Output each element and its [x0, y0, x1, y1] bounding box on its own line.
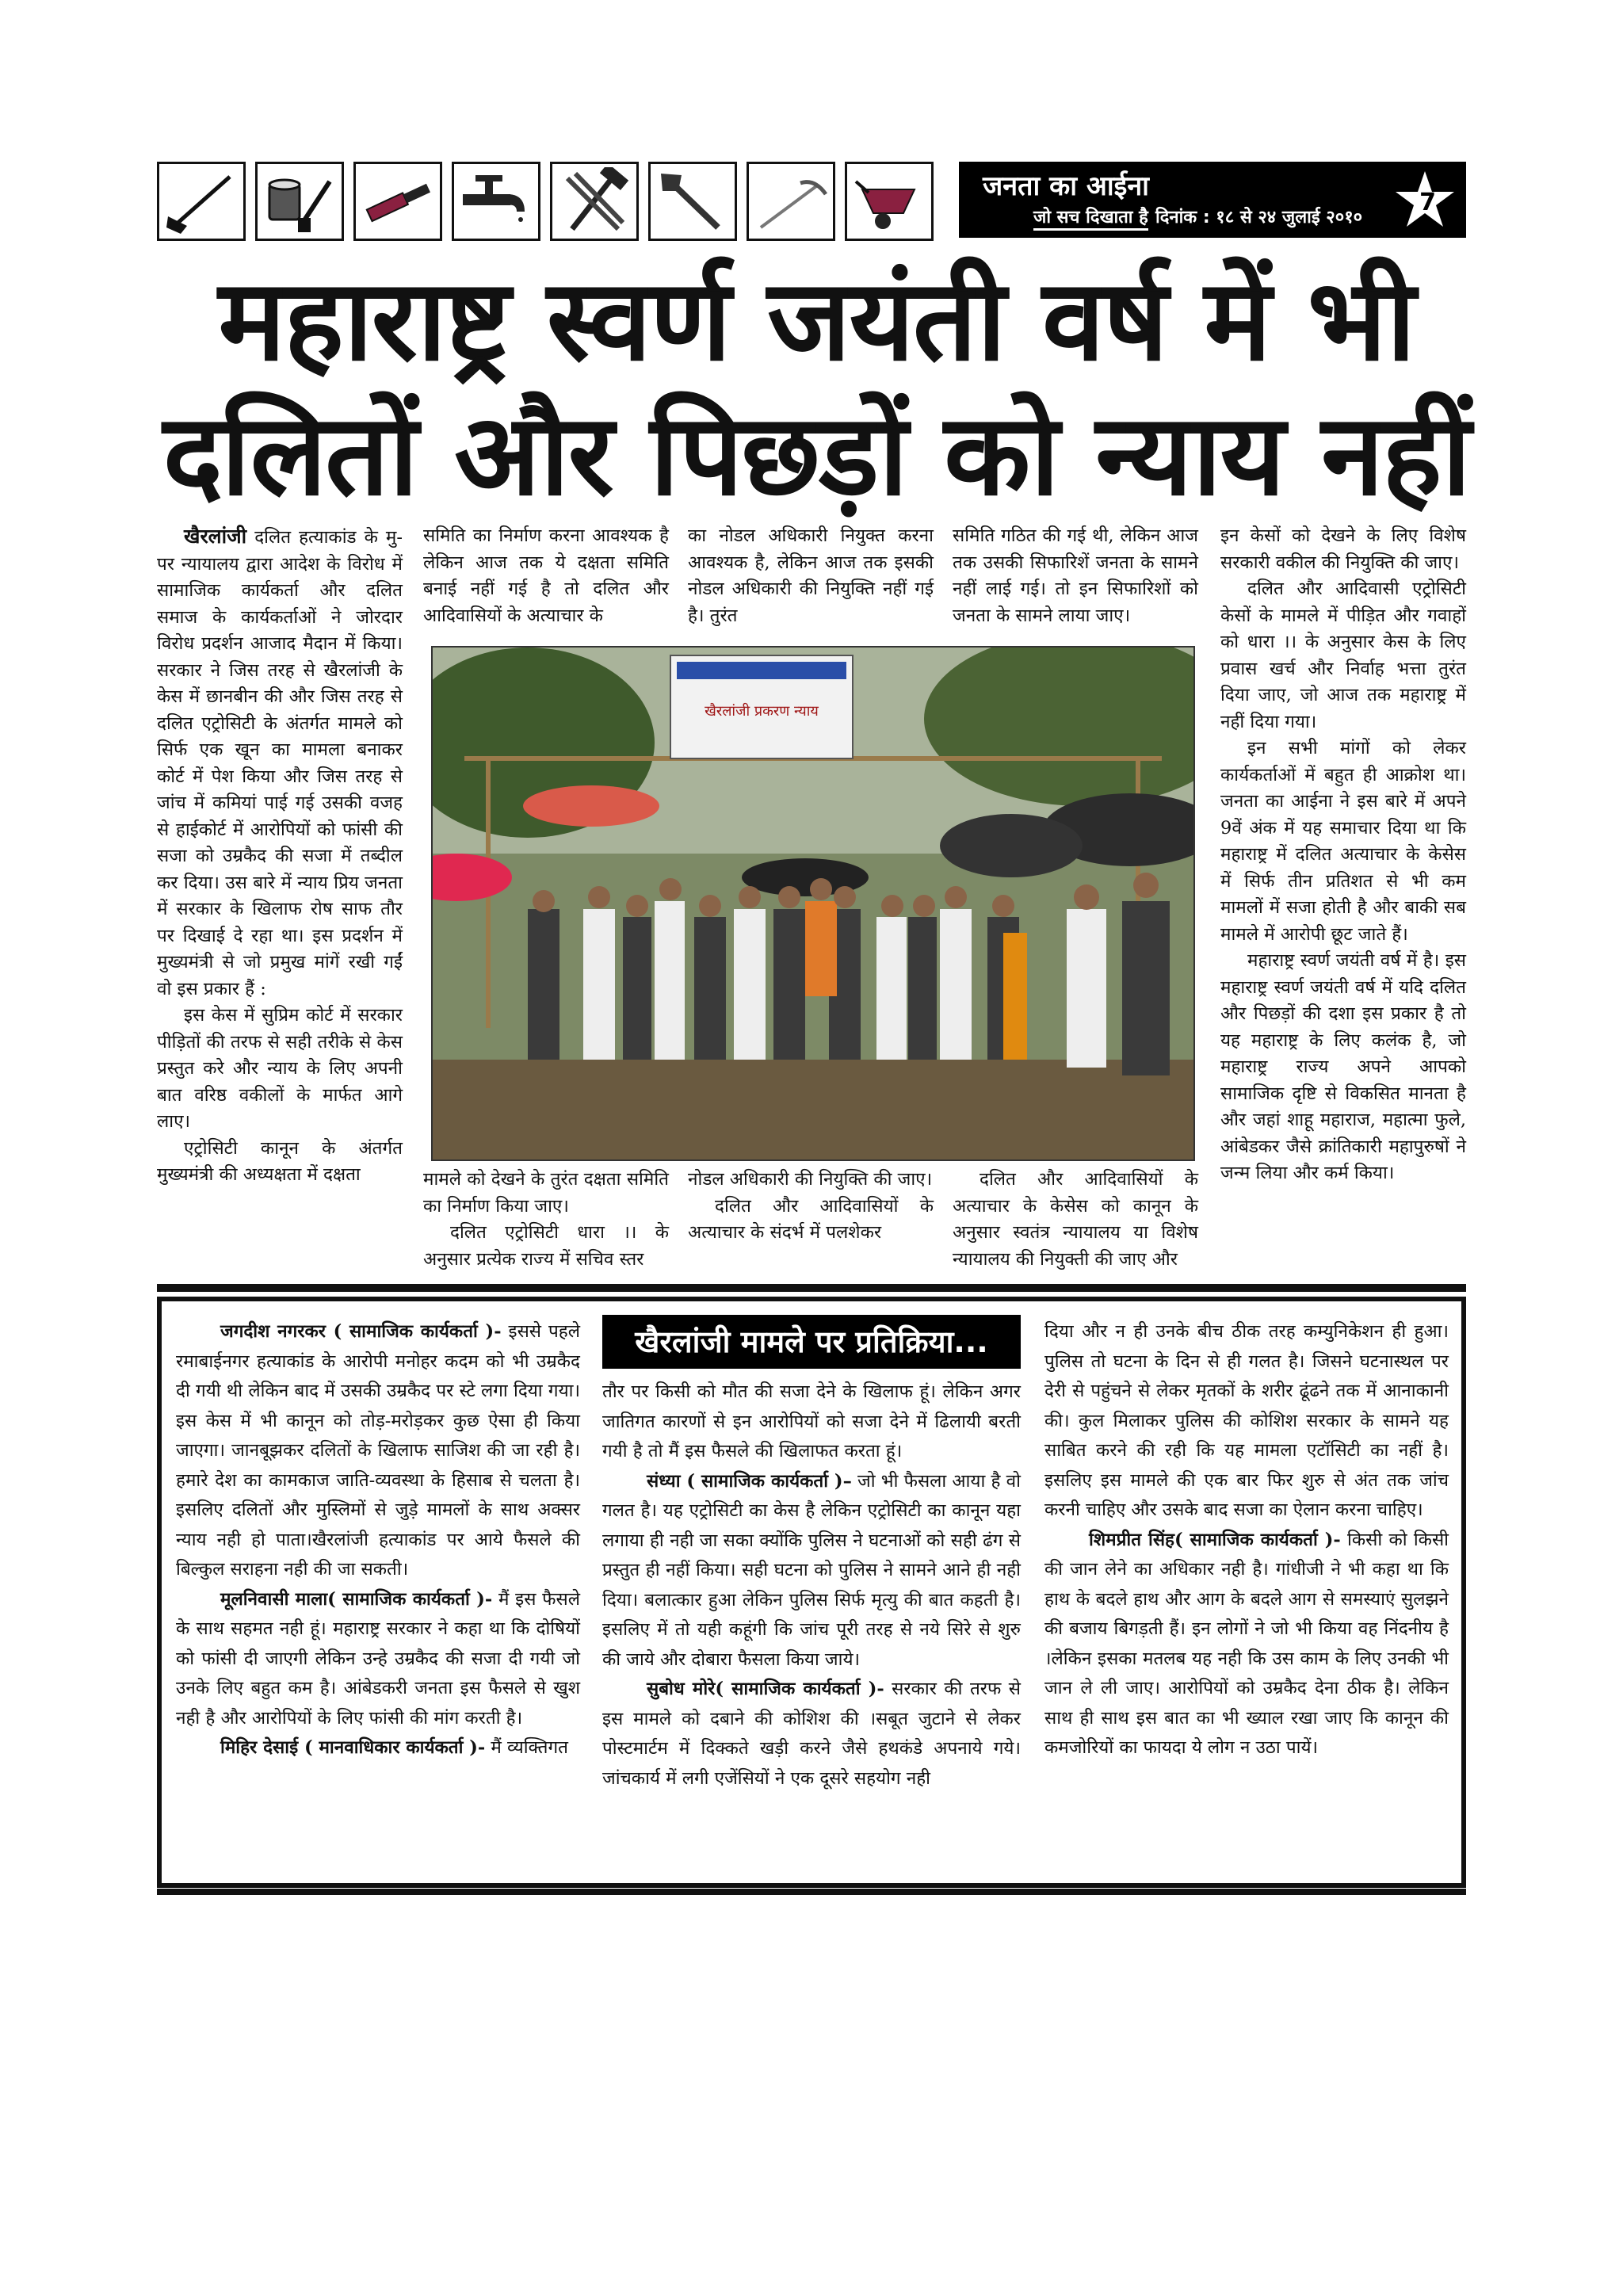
article-paragraph: दलित और आदिवासियों के अत्याचार के केसेस को कानून के अनुसार स्वतंत्र न्यायालय या विशेष न्यायालय की नियुक्ती की जाए और [953, 1169, 1198, 1270]
reaction-column-3 [1044, 1317, 1449, 1763]
headline-line-1: महाराष्ट्र स्वर्ण जयंती वर्ष में भी [218, 255, 1415, 386]
article-column-5 [1220, 523, 1466, 1187]
article-paragraph: इस केस में सुप्रिम कोर्ट में सरकार पीड़ितों की तरफ से सही तरीके से केस प्रस्तुत करे और न्याय के लिए अपनी बात वरिष्ठ वकीलों के मार्फत आगे लाए। [157, 1005, 403, 1132]
pickaxe-icon [747, 162, 835, 241]
paper-tagline: जो सच दिखाता है [1033, 204, 1148, 231]
article-column-2-bottom [423, 1167, 669, 1273]
article-lead-word: खैरलांजी [184, 525, 247, 548]
paper-name: जनता का आईना [983, 170, 1149, 202]
article-paragraph: दलित और आदिवासी एट्रोसिटी केसों के मामले में पीड़ित और गवाहों को धारा ।। के अनुसार केस के लिए प्रवास खर्च और निर्वाह भत्ता तुरंत दिया जाए, जो आज तक महाराष्ट्र में नहीं दिया गया। [1220, 579, 1466, 732]
headline [151, 254, 1482, 523]
headline-line-2: दलितों और पिछड़ों को न्याय नहीं [162, 390, 1470, 521]
article-paragraph: एट्रोसिटी कानून के अंतर्गत मुख्यमंत्री की अध्यक्षता में दक्षता [157, 1137, 403, 1185]
chisel-icon [353, 162, 442, 241]
masthead [959, 162, 1466, 238]
article-paragraph: नोडल अधिकारी की नियुक्ति की जाए। [688, 1169, 933, 1190]
water-tap-icon [452, 162, 540, 241]
wrench-icon [648, 162, 737, 241]
protest-photo [431, 646, 1195, 1161]
section-divider [157, 1284, 1466, 1292]
comment-text: तौर पर किसी को मौत की सजा देने के खिलाफ हूं। लेकिन अगर जातिगत कारणों से इन आरोपियों को सजा देने में ढिलायी बरती गयी है तो मैं इस फैसले की खिलाफत करता हूं। [602, 1381, 1021, 1461]
comment-text: जो भी फैसला आया है वो गलत है। यह एट्रोसिटी का केस है लेकिन एट्रोसिटी का कानून यहा लगाया ही नही जा सका क्योंकि पुलिस ने घटनाओं को सही ढंग से प्रस्तुत ही नहीं किया। सही घटना को पुलिस ने सामने आने ही नही दिया। बलात्कार हुआ लेकिन पुलिस सिर्फ मृत्यु की बात कहती है। इसलिए में तो यही कहूंगी कि जांच पूरी तरह से नये सिरे से शुरु की जाये और दोबारा फैसला किया जाये। [602, 1470, 1021, 1670]
article-paragraph: इन केसों को देखने के लिए विशेष सरकारी वकील की नियुक्ति की जाए। [1220, 525, 1466, 573]
issue-date: दिनांक : १८ से २४ जुलाई २०१० [1155, 208, 1363, 227]
comment-text: मैं इस फैसले के साथ सहमत नही हूं। महाराष्ट्र सरकार ने कहा था कि दोषियों को फांसी दी जाएगी लेकिन उन्हे उम्रकैद की सजा दी गयी जो उनके लिए बहुत कम है। आंबेडकरी जनता इस फैसले से खुश नही है और आरोपियों के लिए फांसी की मांग करती है। [176, 1588, 580, 1729]
page-number: 7 [1419, 189, 1436, 216]
commenter-name: शिमप्रीत सिंह( सामाजिक कार्यकर्ता )- [1089, 1529, 1341, 1550]
article-paragraph: समिति गठित की गई थी, लेकिन आज तक उसकी सिफारिशें जनता के सामने नहीं लाई गई। तो इन सिफारिशों को जनता के सामने लाया जाए। [953, 525, 1198, 626]
article-paragraph: इन सभी मांगों को लेकर कार्यकर्ताओं में बहुत ही आक्रोश था। जनता का आईना ने इस बारे में अपने 9वें अंक में यह समाचार दिया था कि महाराष्ट्र में दलित अत्याचार के केसेस में सिर्फ तीन प्रतिशत से भी कम मामलों में सजा होती है और बाकी सब मामले में आरोपी छूट जाते हैं। [1220, 738, 1466, 945]
section-divider [157, 1889, 1466, 1895]
article-paragraph: मामले को देखने के तुरंत दक्षता समिति का निर्माण किया जाए। [423, 1169, 669, 1217]
article-paragraph: दलित एट्रोसिटी धारा ।। के अनुसार प्रत्येक राज्य में सचिव स्तर [423, 1222, 669, 1270]
article-paragraph: समिति का निर्माण करना आवश्यक है लेकिन आज तक ये दक्षता समिति बनाई नहीं गई है तो दलित और आदिवासियों के अत्याचार के [423, 525, 669, 626]
comment-text: इससे पहले रमाबाईनगर हत्याकांड के आरोपी मनोहर कदम को भी उम्रकैद दी गयी थी लेकिन बाद में उसकी उम्रकैद पर स्टे लगा दिया गया। इस केस में भी कानून को तोड़-मरोड़कर कुछ ऐसा ही किया जाएगा। जानबूझकर दलितों के खिलाफ साजिश की जा रही है। हमारे देश का कामकाज जाति-व्यवस्था के हिसाब से चलता है। इसलिए दलितों और मुस्लिमों से जुड़े मामलों के साथ अक्सर न्याय नही हो पाता।खैरलांजी हत्याकांड पर आये फैसले की बिल्कुल सराहना नही की जा सकती। [176, 1321, 580, 1580]
article-column-1 [157, 523, 403, 1189]
comment-text: दिया और न ही उनके बीच ठीक तरह कम्युनिकेशन ही हुआ। पुलिस तो घटना के दिन से ही गलत है। जिसने घटनास्थल पर देरी से पहुंचने से लेकर मृतकों के शरीर ढूंढने तक में आनाकानी की। कुल मिलाकर पुलिस की कोशिश सरकार के सामने यह साबित करने की रही कि यह मामला एटॉसिटी का नहीं है। इसलिए इस मामले की एक बार फिर शुरु से अंत तक जांच करनी चाहिए और उसके बाद सजा का ऐलान करना चाहिए। [1044, 1321, 1449, 1520]
commenter-name: सुबोध मोरे( सामाजिक कार्यकर्ता )- [647, 1679, 884, 1699]
article-paragraph: महाराष्ट्र स्वर्ण जयंती वर्ष में है। इस महाराष्ट्र स्वर्ण जयंती वर्ष में यदि दलित और पिछड़ों की दशा इस प्रकार है तो यह महाराष्ट्र के लिए कलंक है, जो महाराष्ट्र राज्य अपने आपको सामाजिक दृष्टि से विकसित मानता है और जहां शाहू महाराज, महात्मा फुले, आंबेडकर जैसे क्रांतिकारी महापुरुषों ने जन्म लिया और कर्म किया। [1220, 950, 1466, 1183]
commenter-name: मिहिर देसाई ( मानवाधिकार कार्यकर्ता )- [220, 1737, 486, 1758]
commenter-name: संध्या ( सामाजिक कार्यकर्ता )– [647, 1470, 852, 1492]
article-column-3-top [688, 523, 934, 629]
article-column-2-top [423, 523, 669, 629]
reaction-box-banner: खैरलांजी मामले पर प्रतिक्रिया... [602, 1315, 1021, 1369]
comment-text: किसी को किसी की जान लेने का अधिकार नही है। गांधीजी ने भी कहा था कि हाथ के बदले हाथ और आग के बदले आग से समस्याएं सुलझने की बजाय बिगड़ती हैं। इन लोगों ने जो भी किया वह निंदनीय है ।लेकिन इसका मतलब यह नही कि उस काम के लिए उनकी भी जान ले ली जाए। आरोपियों को उम्रकैद देना ठीक है। लेकिन साथ ही साथ इस बात का भी ख्याल रखा जाए कि कानून की कमजोरियों का फायदा ये लोग न उठा पायें। [1044, 1529, 1449, 1758]
comment-text: मैं व्यक्तिगत [491, 1737, 568, 1758]
wheelbarrow-icon [845, 162, 934, 241]
article-paragraph: दलित हत्याकांड के मु- पर न्यायालय द्वारा आदेश के विरोध में सामाजिक कार्यकर्ता और दलित समाज के कार्यकर्ताओं ने जोरदार विरोध प्रदर्शन आजाद मैदान में किया। सरकार ने जिस तरह से खैरलांजी के केस में छानबीन की और जिस तरह से दलित एट्रोसिटी के अंतर्गत मामले को सिर्फ एक खून का मामला बनाकर कोर्ट में पेश किया और जिस तरह से जांच में कमियां पाई गई उसकी वजह से हाईकोर्ट में आरोपियों को फांसी की सजा को उम्रकैद की सजा में तब्दील कर दिया। उस बारे में न्याय प्रिय जनता में सरकार के खिलाफ रोष साफ तौर पर दिखाई दे रहा था। इस प्रदर्शन में मुख्यमंत्री से जो प्रमुख मांगें रखी गईं वो इस प्रकार हैं : [157, 527, 403, 999]
article-column-3-bottom [688, 1167, 934, 1247]
reaction-column-2 [602, 1377, 1021, 1794]
article-column-4-bottom [953, 1167, 1198, 1273]
article-column-4-top [953, 523, 1198, 629]
article-paragraph: का नोडल अधिकारी नियुक्त करना आवश्यक है, लेकिन आज तक इसकी नोडल अधिकारी की नियुक्ति नहीं गई है। तुरंत [688, 525, 934, 626]
photo-banner-text: खैरलांजी प्रकरण न्याय [705, 703, 819, 720]
paint-bucket-brush-icon [255, 162, 344, 241]
comment-text: सरकार की तरफ से इस मामले को दबाने की कोशिश की ।सबूत जुटाने से लेकर पोस्टमार्टम में दिक्कते खड़ी करने जैसे हथकंडे अपनाये गये। जांचकार्य में लगी एजेंसियों ने एक दूसरे सहयोग नही [602, 1679, 1022, 1789]
hammer-pliers-icon [550, 162, 639, 241]
reaction-column-1 [176, 1317, 580, 1763]
header-icon-strip [157, 162, 949, 241]
commenter-name: जगदीश नगरकर ( सामाजिक कार्यकर्ता )- [220, 1321, 502, 1342]
hoe-icon [157, 162, 246, 241]
commenter-name: मूलनिवासी माला( सामाजिक कार्यकर्ता )- [220, 1588, 493, 1610]
article-paragraph: दलित और आदिवासियों के अत्याचार के संदर्भ में पलशेकर [688, 1195, 934, 1243]
